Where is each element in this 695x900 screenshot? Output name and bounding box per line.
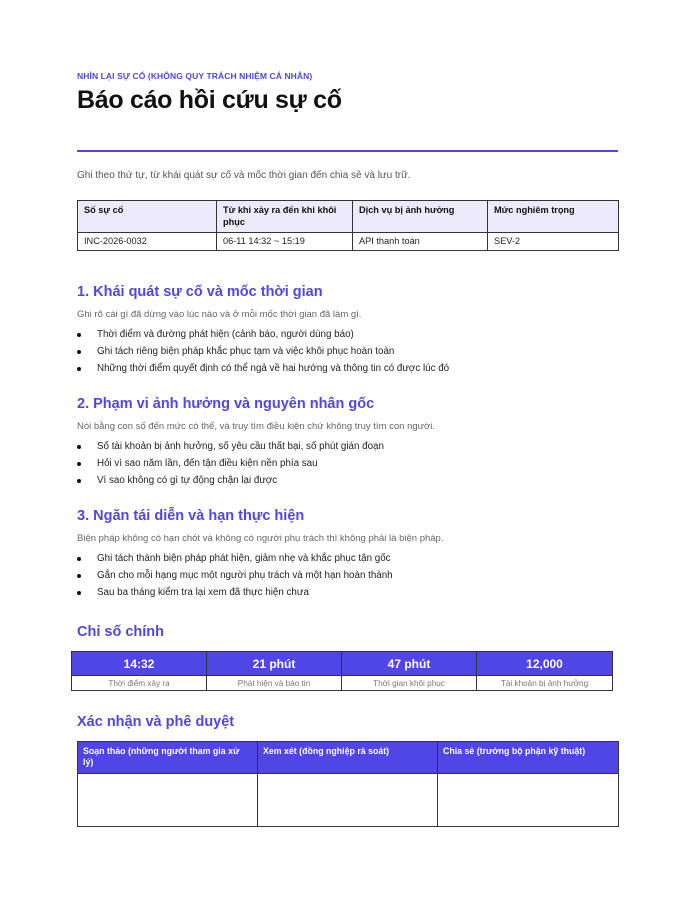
table-header-cell: Dịch vụ bị ảnh hưởng (353, 201, 488, 233)
list-item: Ghi tách riêng biện pháp khắc phục tạm và việc khôi phục hoàn toàn (97, 346, 618, 358)
approval-heading: Xác nhận và phê duyệt (77, 714, 235, 730)
list-item: Vì sao không có gì tự động chặn lại được (97, 475, 618, 487)
table-row (78, 233, 619, 251)
section-impact (77, 396, 618, 492)
signature-box-approver[interactable] (438, 774, 619, 827)
approval-column-header: Xem xét (đồng nghiệp rà soát) (258, 742, 438, 774)
affected-service: API thanh toán (353, 233, 488, 251)
section-lead: Ghi rõ cái gì đã dừng vào lúc nào và ở mỗi mốc thời gian đã làm gì. (77, 309, 362, 320)
metric-label: Thời gian khôi phục (342, 676, 477, 691)
incident-duration: 06-11 14:32 ~ 15:19 (217, 233, 353, 251)
metric-value: 12,000 (477, 652, 613, 676)
metrics-table (71, 651, 613, 691)
section-heading: 1. Khái quát sự cố và mốc thời gian (77, 284, 323, 300)
table-header-cell: Từ khi xảy ra đến khi khôi phục (217, 201, 353, 233)
list-item: Số tài khoản bị ảnh hưởng, số yêu cầu thất bại, số phút gián đoạn (97, 441, 618, 453)
bullet-list (77, 329, 618, 375)
bullet-list (77, 553, 618, 599)
table-header-cell: Số sự cố (78, 201, 217, 233)
table-header-cell: Mức nghiêm trọng (488, 201, 619, 233)
bullet-list (77, 441, 618, 487)
incident-info-table (77, 200, 619, 251)
metric-value: 47 phút (342, 652, 477, 676)
page-title: Báo cáo hồi cứu sự cố (77, 86, 342, 114)
approval-table (77, 741, 619, 827)
metric-values-row (72, 652, 613, 676)
section-overview (77, 284, 618, 380)
metric-label: Thời điểm xảy ra (72, 676, 207, 691)
list-item: Những thời điểm quyết định có thể ngả về hai hướng và thông tin có được lúc đó (97, 363, 618, 375)
approval-header-row (78, 742, 619, 774)
list-item: Thời điểm và đường phát hiện (cảnh báo, người dùng báo) (97, 329, 618, 341)
list-item: Hỏi vì sao năm lần, đến tận điều kiện nền phía sau (97, 458, 618, 470)
document-kicker: NHÌN LẠI SỰ CỐ (KHÔNG QUY TRÁCH NHIỆM CÁ NHÂN) (77, 71, 313, 81)
metric-value: 21 phút (207, 652, 342, 676)
title-divider (77, 150, 618, 152)
section-lead: Biện pháp không có hạn chót và không có người phụ trách thì không phải là biện pháp. (77, 533, 444, 544)
approval-column-header: Soạn thảo (những người tham gia xử lý) (78, 742, 258, 774)
signature-box-author[interactable] (78, 774, 258, 827)
metric-labels-row (72, 676, 613, 691)
signature-box-reviewer[interactable] (258, 774, 438, 827)
metric-label: Tài khoản bị ảnh hưởng (477, 676, 613, 691)
list-item: Sau ba tháng kiểm tra lại xem đã thực hiện chưa (97, 587, 618, 599)
section-heading: 3. Ngăn tái diễn và hạn thực hiện (77, 508, 305, 524)
signature-row (78, 774, 619, 827)
list-item: Gắn cho mỗi hạng mục một người phụ trách và một hạn hoàn thành (97, 570, 618, 582)
metric-value: 14:32 (72, 652, 207, 676)
approval-column-header: Chia sẻ (trưởng bộ phận kỹ thuật) (438, 742, 619, 774)
section-heading: 2. Phạm vi ảnh hưởng và nguyên nhân gốc (77, 396, 375, 412)
metric-label: Phát hiện và báo tin (207, 676, 342, 691)
list-item: Ghi tách thành biện pháp phát hiện, giảm nhẹ và khắc phục tận gốc (97, 553, 618, 565)
metrics-heading: Chỉ số chính (77, 624, 164, 640)
severity-level: SEV-2 (488, 233, 619, 251)
table-header-row (78, 201, 619, 233)
section-prevention (77, 508, 618, 604)
intro-text: Ghi theo thứ tự, từ khái quát sự cố và mốc thời gian đến chia sẻ và lưu trữ. (77, 170, 411, 181)
incident-id: INC-2026-0032 (78, 233, 217, 251)
section-metrics (77, 624, 618, 640)
section-lead: Nói bằng con số đến mức có thể, và truy tìm điều kiện chứ không truy tìm con người. (77, 421, 435, 432)
section-approval (77, 714, 618, 730)
